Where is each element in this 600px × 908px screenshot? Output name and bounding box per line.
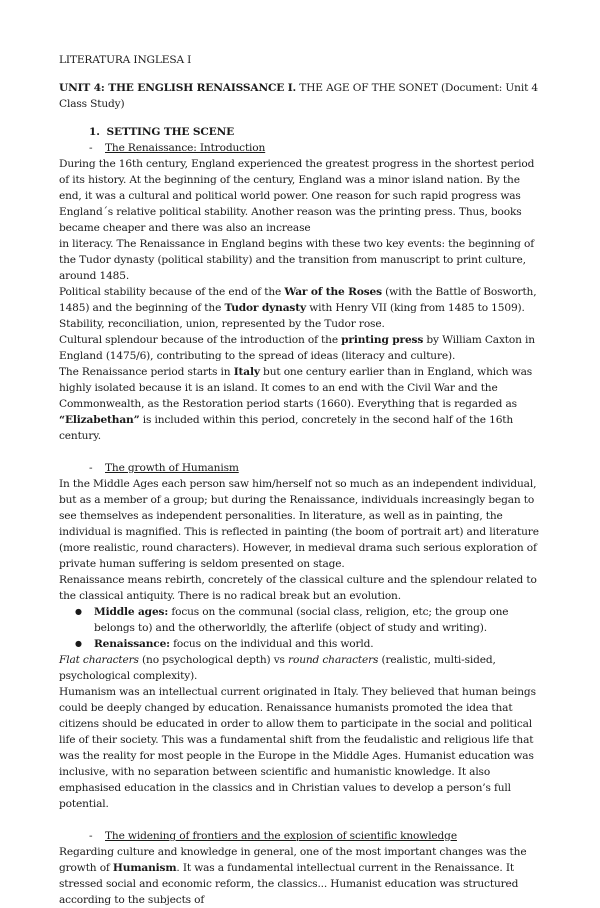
section-title: SETTING THE SCENE xyxy=(106,126,235,138)
italic-term: Flat characters xyxy=(59,654,139,666)
bold-term: printing press xyxy=(341,334,424,346)
section-heading xyxy=(89,124,545,140)
bold-term: Italy xyxy=(233,366,260,378)
spacer xyxy=(59,444,545,460)
subheading-humanism xyxy=(89,460,545,476)
paragraph: in literacy. The Renaissance in England begins with these two key events: the beginning of the Tudor dynasty (political stability) and the transition from manuscript to print culture, around 1485. xyxy=(59,238,534,282)
paragraph: Renaissance means rebirth, concretely of the classical culture and the splendour related to the classical antiquity. There is no radical break but an evolution. xyxy=(59,574,537,602)
bullet-text: focus on the communal (social class, religion, etc; the group one belongs to) and the otherworldly, the afterlife (object of study and writing). xyxy=(94,606,509,634)
paragraph: During the 16th century, England experienced the greatest progress in the shortest period of its history. At the beginning of the century, England was a minor island nation. By the end, it was a cultural and political world power. One reason for such rapid progress was England´s relative political stability. Another reason was the printing press. Thus, books became cheaper and there was also an increase xyxy=(59,158,535,234)
paragraph: Political stability because of the end of the War of the Roses (with the Battle of Bosworth, 1485) and the beginning of the Tudor dynasty with Henry VII (king from 1485 to 1509). Stability, reconciliation, union, represented by the Tudor rose. xyxy=(59,286,537,330)
paragraph: Humanism was an intellectual current originated in Italy. They believed that human beings could be deeply changed by education. Renaissance humanists promoted the idea that citizens should be educated in order to allow them to participate in the social and political life of their society. This was a fundamental shift from the feudalistic and religious life that was the reality for most people in the Europe in the Middle Ages. Humanist education was inclusive, with no separation between scientific and humanistic knowledge. It also emphasised education in the classics and in Christian values to develop a person’s full potential. xyxy=(59,686,536,810)
paragraph: Regarding culture and knowledge in general, one of the most important changes was the growth of Humanism. It was a fundamental intellectual current in the Renaissance. It stressed social and economic reform, the classics... Humanist education was structured according to the subjects of xyxy=(59,846,527,906)
bold-term: War of the Roses xyxy=(284,286,382,298)
section-number: 1. xyxy=(89,126,100,138)
bullet-label: Renaissance: xyxy=(94,638,170,650)
subheading-widening-frontiers xyxy=(89,828,545,844)
paragraph: Cultural splendour because of the introduction of the printing press by William Caxton in England (1475/6), contributing to the spread of ideas (literacy and culture). xyxy=(59,334,535,362)
dash-marker: - xyxy=(89,462,93,474)
dash-marker: - xyxy=(89,142,93,154)
dash-marker: - xyxy=(89,830,93,842)
paragraph: Flat characters (no psychological depth) vs round characters (realistic, multi-sided, psychological complexity). xyxy=(59,654,496,682)
bold-term: Humanism xyxy=(112,862,177,874)
subheading-text: The widening of frontiers and the explosion of scientific knowledge xyxy=(105,830,457,842)
unit-title xyxy=(59,80,545,112)
unit-title-bold: UNIT 4: THE ENGLISH RENAISSANCE I. xyxy=(59,82,297,94)
paragraph: In the Middle Ages each person saw him/herself not so much as an independent individual, but as a member of a group; but during the Renaissance, individuals increasingly began to see themselves as independent personalities. In literature, as well as in painting, the individual is magnified. This is reflected in painting (the boom of portrait art) and literature (more realistic, round characters). However, in medieval drama such serious exploration of private human suffering is seldom presented on stage. xyxy=(59,478,539,570)
subheading-renaissance-intro xyxy=(89,140,545,156)
italic-term: round characters xyxy=(288,654,379,666)
bullet-item xyxy=(59,604,545,636)
paragraph: The Renaissance period starts in Italy but one century earlier than in England, which was highly isolated because it is an island. It comes to an end with the Civil War and the Commonwealth, as the Restoration period starts (1660). Everything that is regarded as “Elizabethan” is included within this period, concretely in the second half of the 16th century. xyxy=(59,366,533,442)
bold-term: Tudor dynasty xyxy=(224,302,306,314)
document-title: LITERATURA INGLESA I xyxy=(59,54,192,66)
unit-title-rest: THE AGE OF THE SONET (Document: Unit 4 Class Study) xyxy=(59,82,538,110)
bullet-text: focus on the individual and this world. xyxy=(169,638,374,650)
document-page xyxy=(59,52,545,908)
subheading-text: The growth of Humanism xyxy=(105,462,239,474)
bullet-label: Middle ages: xyxy=(94,606,169,618)
subheading-text: The Renaissance: Introduction xyxy=(105,142,266,154)
bullet-list xyxy=(59,604,545,652)
bullet-item xyxy=(59,636,545,652)
spacer xyxy=(59,812,545,828)
bold-term: “Elizabethan” xyxy=(59,414,140,426)
